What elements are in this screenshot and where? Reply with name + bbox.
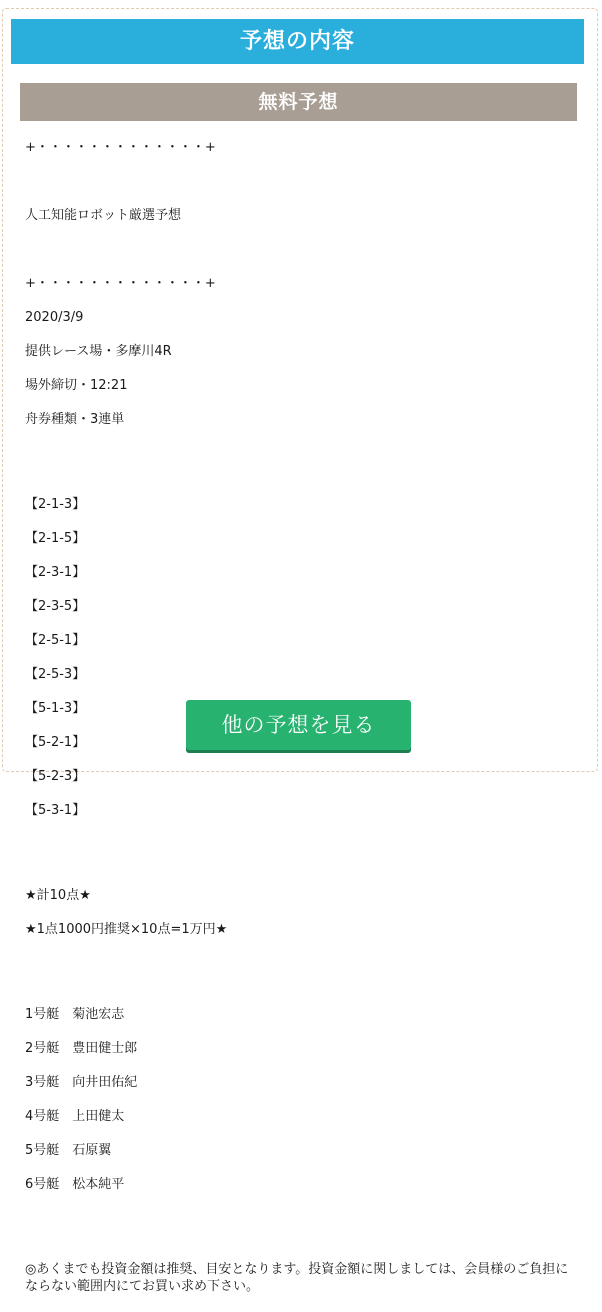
spacer	[25, 173, 575, 190]
spacer	[25, 1210, 575, 1227]
combo-item: 【5-1-3】	[25, 701, 86, 716]
page-title: 予想の内容	[11, 19, 584, 64]
bet-type: 舟券種類・3連単	[25, 412, 125, 427]
combo-item: 【2-5-1】	[25, 633, 86, 648]
boat-racer: 1号艇 菊池宏志	[25, 1007, 125, 1022]
spacer	[25, 955, 575, 972]
separator-mid: +・・・・・・・・・・・・・+	[25, 276, 216, 291]
race-venue: 提供レース場・多摩川4R	[25, 344, 172, 359]
boat-racer: 5号艇 石原翼	[25, 1143, 112, 1158]
view-other-forecasts-button[interactable]: 他の予想を見る	[186, 700, 411, 750]
stake-recommendation: ★1点1000円推奨×10点=1万円★	[25, 922, 228, 937]
separator-top: +・・・・・・・・・・・・・+	[25, 140, 216, 155]
spacer	[25, 445, 575, 462]
spacer	[25, 836, 575, 853]
combo-item: 【2-1-3】	[25, 497, 86, 512]
spacer	[25, 241, 575, 258]
combo-item: 【5-3-1】	[25, 803, 86, 818]
combo-item: 【2-5-3】	[25, 667, 86, 682]
combo-item: 【5-2-3】	[25, 769, 86, 784]
forecast-heading: 人工知能ロボット厳選予想	[25, 208, 182, 223]
total-points: ★計10点★	[25, 888, 91, 903]
boat-racer: 3号艇 向井田佑紀	[25, 1075, 138, 1090]
combo-item: 【2-3-5】	[25, 599, 86, 614]
combo-item: 【2-3-1】	[25, 565, 86, 580]
boat-racer: 6号艇 松本純平	[25, 1177, 125, 1192]
race-date: 2020/3/9	[25, 310, 84, 325]
section-title: 無料予想	[20, 83, 577, 121]
combo-item: 【2-1-5】	[25, 531, 86, 546]
investment-note: ◎あくまでも投資金額は推奨、目安となります。投資金額に関しましては、会員様のご負担にならない範囲内にてお買い求め下さい。	[25, 1262, 569, 1294]
boat-racer: 2号艇 豊田健士郎	[25, 1041, 138, 1056]
boat-racer: 4号艇 上田健太	[25, 1109, 125, 1124]
race-deadline: 場外締切・12:21	[25, 378, 128, 393]
combo-item: 【5-2-1】	[25, 735, 86, 750]
